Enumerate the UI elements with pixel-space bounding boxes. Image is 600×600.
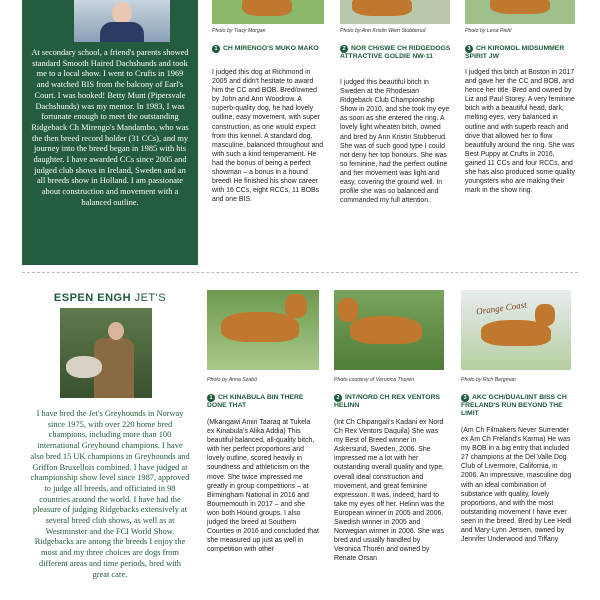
photo-caption: Photo by Tracy Morgan [212,28,266,34]
photo-caption: Photo courtesy of Veronica Thorén [334,377,414,383]
photo-caption: Photo by Ann Kristin Wien Stubberud [340,28,426,34]
top-judge-bio: At secondary school, a friend's parents showed standard Smooth Haired Dachshunds and took me to a local show. I went to Crufts in 1969 and watched BIS from the balcony of Earl's Court. I was hooked! Betty Munt (Pipersvale Dachshunds) was my mentor. In 1983, I was fortunate enough to meet the outstanding Ridgeback Ch Mirengo's Mandambo, who was the then breed record holder (31 CCs), and my journey into the breed began in 1985 with his daughter. I have awarded CCs since 2005 and judged club shows in Ireland, Sweden and an all breeds show in Holland. I am passionate about construction and movement with a balanced outline. [31,48,189,207]
top-judge-panel [22,0,198,265]
entry-title-4: 1 CH KINABULA BIN THERE DONE THAT [207,394,304,409]
section-divider [22,272,578,273]
entry-text-6: (Am Ch Filmakers Never Surrender ex Am Ch Freland's Karma) He was my BOB in a big entry that included 27 champions at the Del Valle Dog Club of Livermore, California, in 2006. An impressive, masculine dog with an ideal combination of substance with quality, lovely proportions, and with the most outstanding movement I have ever seen in the breed. Bred by Lee Hedl and Mary-Lynn Jensen, owned by Jennifer Underwood and Tiffany [461,427,572,544]
entry-text-4: (Mkangawi Amiri Taaraq at Tukela ex Kinabula's Alika Addia) This beautiful balanced, all-quality bitch, with her perfect proportions and lovely outline, scored heavily in soundness and athleticism on the move. She twice impressed me greatly in group competitions – at Birmingham National in 2016 and Bournemouth in 2017 – and she won both Hound groups. I also judged the breed at Southern Counties in 2016 and concluded that she measured up just as well in competition with other [207,419,319,554]
entry-text-5: (Int Ch Chipangali's Kadani ex Nord Ch Rex Ventors Daquila) She was my Best of Breed winner in Askersund, Sweden, 2006. She impressed me a lot with her outstanding overall quality and type, overall ideal construction and movement, and great feminine expression. It was, indeed, hard to take my eyes off her. Helinn was the European winner in 2005 and 2006, Swedish winner in 2005 and Norwegian winner in 2006. She was bred and usually handled by Veronica Thorén and owned by Renate Orsan [334,419,445,563]
event-signage: Orange Coast [475,299,528,317]
dog-photo-5 [334,290,444,370]
dog-photo-3 [465,0,575,24]
entry-title-1: 1 CH MIRENGO'S MUKO MAKO [212,45,322,53]
photo-caption: Photo by Lena Piehl [465,28,512,34]
entry-text-1: I judged this dog at Richmond in 2005 and didn't hesitate to award him the CC and BOB. Bred/owned by John and Ann Woodrow. A superb-quality dog, he had lovely outline, easy movement, with super construction, as one would expect from this kennel. A standard dog, masculine, balanced throughout and with such a kind temperament. He had the bonus of being a perfect showman – a bonus in a hound breed! He finished his show career with 16 CCs, eight RCCs, 11 BOBs and one BIS. [212,69,324,204]
entry-title-3: 3 CH KIROMOL MIDSUMMER SPIRIT JW [465,45,565,60]
dog-photo-4 [207,290,319,370]
judge-portrait-photo [74,0,170,42]
entry-text-2: I judged this beautiful bitch in Sweden at the Rhodesian Ridgeback Club Championship Show in 2010, and she took my eye as soon as she entered the ring. A lovely light wheaten bitch, owned and bred by Ann Kristin Stubberud. She was of such good type I could not deny her top honours. She was so feminine, had the perfect outline and her movement was light and easy, covering the ground well. In profile she was so balanced and commanded my full attention. [340,79,450,205]
entry-title-5: 2 INT/NORD CH REX VENTORS HELINN [334,394,441,409]
entry-title-6: 3 AKC GCH/DUAL/INT BISS CH FRELAND'S RUN BEYOND THE LIMIT [461,394,567,417]
photo-caption: Photo by Rich Bergman [461,377,516,383]
photo-caption: Photo by Anna Szabó [207,377,257,383]
entry-title-2: 2 NOR CH/SWE CH RIDGEDOGS ATTRACTIVE GOLDIE NW-11 [340,45,451,60]
bottom-judge-bio: I have bred the Jet's Greyhounds in Norway since 1975, with over 220 home bred champions, including more than 100 international Greyhound champions. I have also bred 15 UK champions in Greyhounds and Griffon Bruxellois combined. I have judged at championship show level since 1987, approved to judge all breeds, and officiated in 98 countries around the world. I have had the pleasure of judging Ridgebacks extensively at several breed club shows, as well as at Westminster and the FCI World Show. Ridgebacks are among the breeds I enjoy the most and my three choices are dogs from different areas and time periods, bred with great care. [30,409,190,579]
judge-portrait-photo [60,308,152,398]
bottom-judge-name: ESPEN ENGH JET'S [53,292,167,304]
dog-photo-1 [212,0,324,24]
entry-text-3: I judged this bitch at Boston in 2017 and gave her the CC and BOB, and hence her title. Bred and owned by Liz and Paul Storey. A very feminine bitch with a beautiful head, dark, melting eyes, very balanced in outline and with superb reach and drive that allowed her to flow beautifully around the ring. She was Best Puppy at Crufts in 2016, gained 11 CCs and four RCCs, and she has also produced some quality youngsters who are making their mark in the show ring. [465,69,575,195]
dog-photo-2 [340,0,450,24]
